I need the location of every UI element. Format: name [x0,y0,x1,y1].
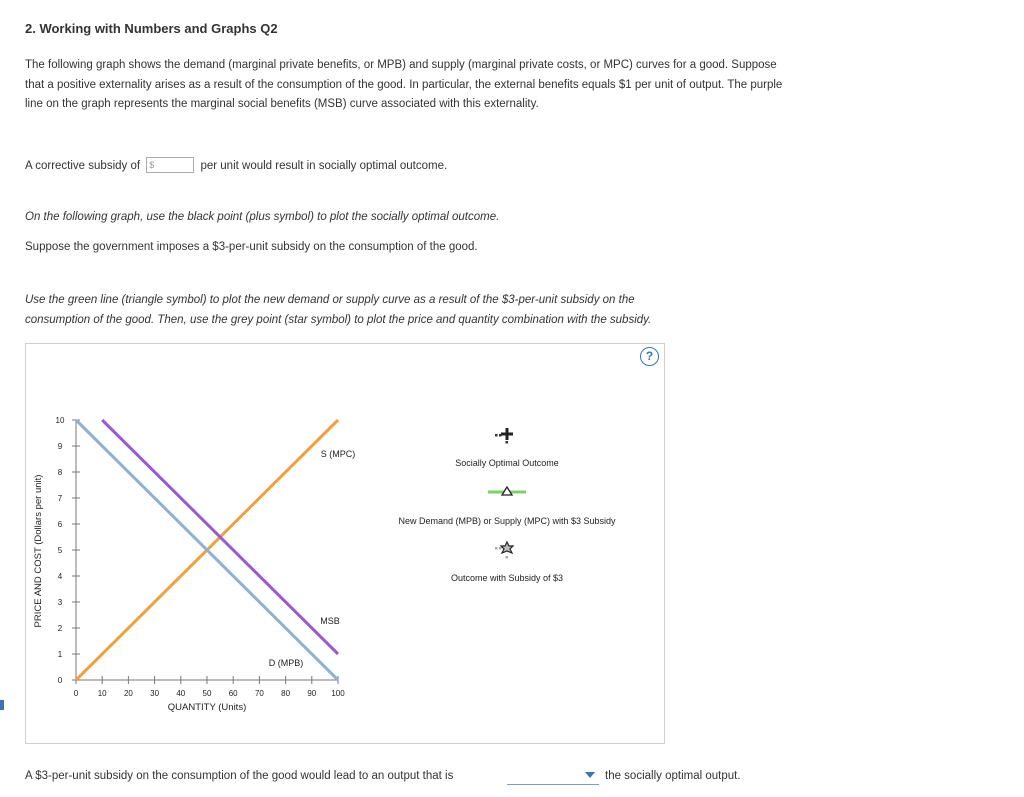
x-tick-label: 100 [331,689,345,698]
msb-label: MSB [320,616,340,626]
help-icon[interactable]: ? [640,347,659,366]
x-tick-label: 50 [202,689,212,698]
x-axis-label: QUANTITY (Units) [167,702,247,713]
legend-socially-optimal: Socially Optimal Outcome [455,458,559,468]
currency-symbol: $ [149,160,155,170]
chevron-down-icon [585,772,595,778]
y-tick-label: 9 [57,442,63,451]
question-intro: The following graph shows the demand (marginal private benefits, or MPB) and supply (marginal private costs, or MPC) curves for a good. Suppose that a positive externality arises as a result of the consumption of the good. In particular, the external benefits equals $1 per unit of output. The purple line on the graph represents the marginal social benefits (MSB) curve associated with this externality. [25,59,783,111]
y-tick-label: 0 [57,676,63,685]
legend-outcome-subsidy: Outcome with Subsidy of $3 [450,573,564,583]
star-point-tool[interactable] [495,542,513,559]
x-tick-label: 10 [97,689,107,698]
y-tick-label: 5 [57,546,63,555]
legend-new-curve: New Demand (MPB) or Supply (MPC) with $3 Subsidy [398,516,616,526]
subsidy-prefix: A corrective subsidy of [25,160,141,173]
y-tick-label: 1 [57,650,63,659]
y-tick-label: 10 [55,416,65,425]
final-prefix: A $3-per-unit subsidy on the consumption of the good would lead to an output that is [25,770,454,782]
y-tick-label: 4 [57,572,63,581]
x-tick-label: 60 [228,689,238,698]
y-axis-label: PRICE AND COST (Dollars per unit) [33,474,44,628]
left-edge-marker [0,700,4,710]
plus-point-tool[interactable] [495,428,513,444]
supply-label: S (MPC) [320,449,356,459]
y-tick-label: 7 [57,494,63,503]
instruction-plot-line1: Use the green line (triangle symbol) to plot the new demand or supply curve as a result of the $3-per-unit subsidy on the [25,294,635,306]
triangle-line-tool[interactable] [488,487,526,495]
x-tick-label: 70 [254,689,264,698]
output-comparison-dropdown[interactable] [507,768,599,785]
x-tick-label: 80 [281,689,291,698]
y-tick-label: 6 [57,520,63,529]
instruction-socially-optimal: On the following graph, use the black point (plus symbol) to plot the socially optimal outcome. [25,211,500,223]
x-tick-label: 40 [176,689,186,698]
x-tick-label: 30 [150,689,160,698]
y-tick-label: 8 [57,468,63,477]
final-suffix: the socially optimal output. [605,770,741,782]
x-tick-label: 0 [73,689,79,698]
demand-label: D (MPB) [268,658,304,668]
subsidy-suffix: per unit would result in socially optimal outcome. [200,160,448,173]
x-tick-label: 20 [123,689,133,698]
question-title: 2. Working with Numbers and Graphs Q2 [25,21,278,36]
y-tick-label: 3 [57,598,63,607]
x-tick-label: 90 [307,689,317,698]
y-tick-label: 2 [57,624,63,633]
instruction-plot-line2: consumption of the good. Then, use the grey point (star symbol) to plot the price and quantity combination with the subsidy. [25,314,652,326]
instruction-subsidy: Suppose the government imposes a $3-per-unit subsidy on the consumption of the good. [25,241,478,253]
